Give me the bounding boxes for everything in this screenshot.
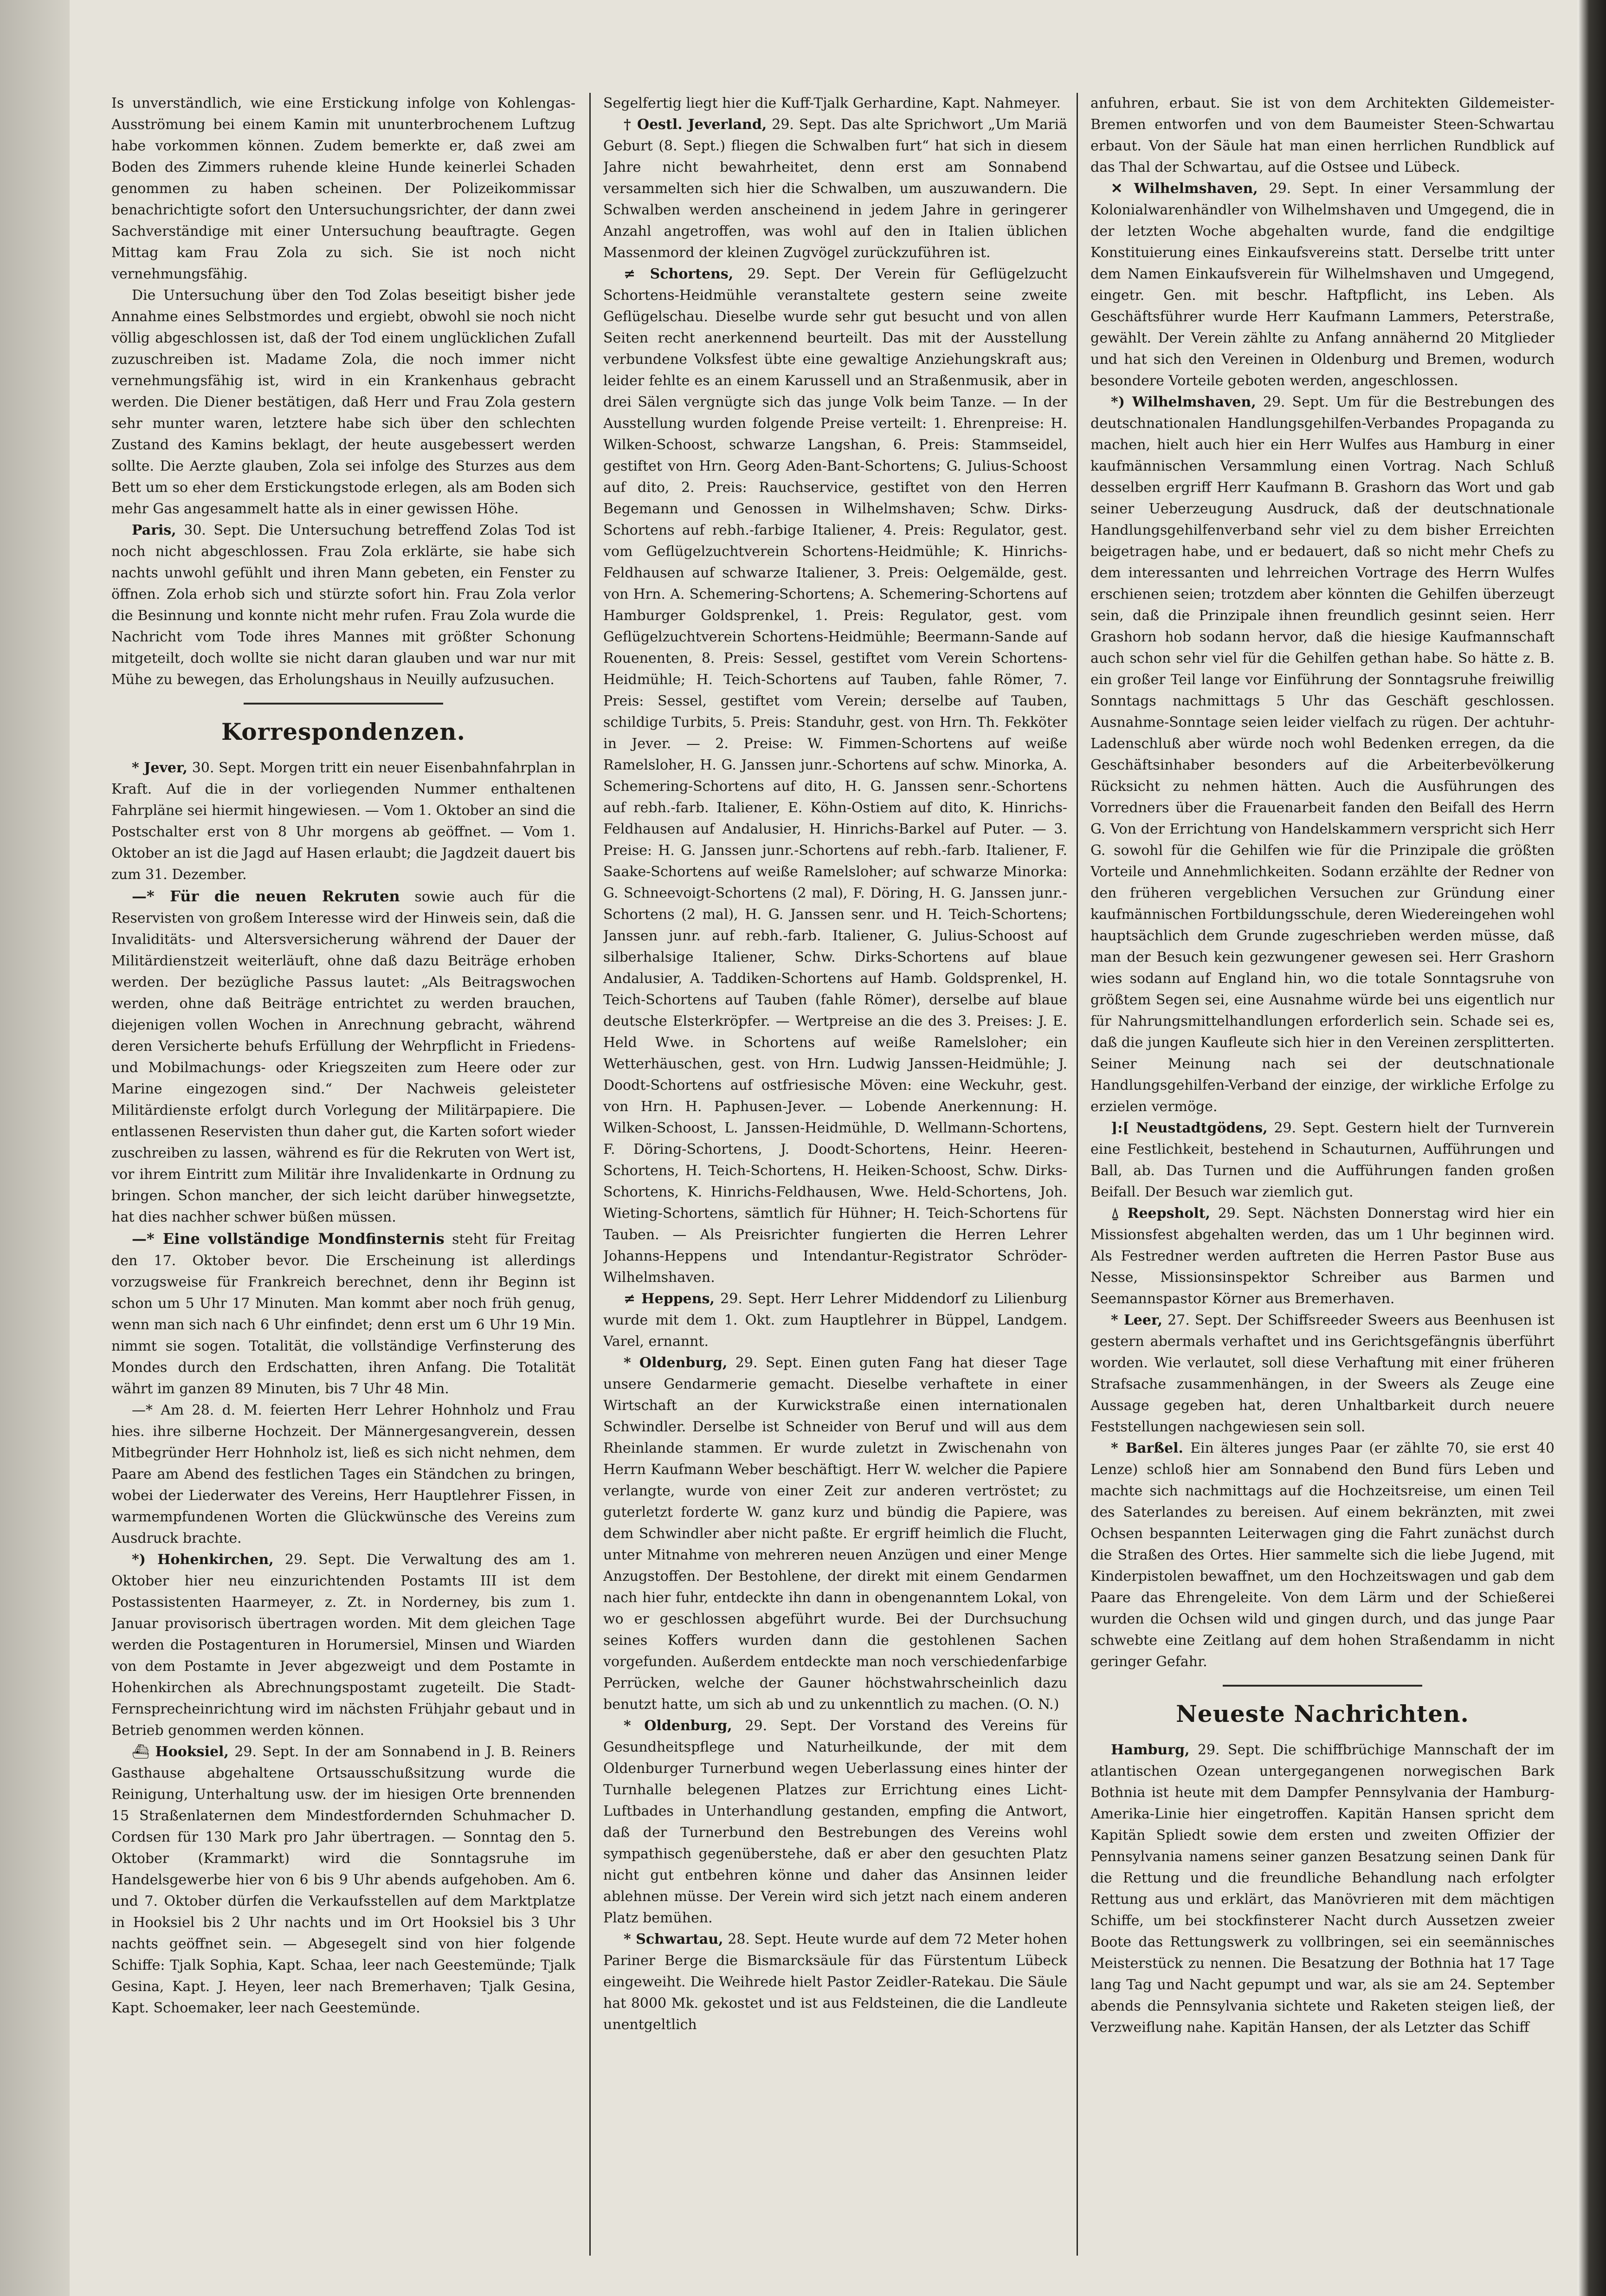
article-wilhelmshaven-2 xyxy=(1090,392,1554,1118)
article-jever xyxy=(111,757,575,886)
column-rule xyxy=(589,93,591,2256)
article-text: 29. Sept. Der Verein für Geflügelzucht Schortens-Heidmühle veranstaltete gestern seine zweite Geflügelschau. Dieselbe wurde sehr gut besucht und von allen Seiten recht anerkennend beurteilt. Das mit der Ausstellung verbundene Volksfest übte eine gewaltige Anziehungskraft aus; leider fehlte es an einem Karussell und an Straßenmusik, aber in drei Sälen vergnügte sich das junge Volk beim Tanze. — In der Ausstellung wurden folgende Preise verteilt: 1. Ehrenpreise: H. Wilken-Schoost, schwarze Langshan, 6. Preis: Stammseidel, gestiftet von Hrn. Georg Aden-Bant-Schortens; G. Julius-Schoost auf dito, 2. Preis: Rauchservice, gestiftet von den Herren Begemann und Genossen in Wilhelmshaven; Schw. Dirks-Schortens auf rebh.-farbige Italiener, 4. Preis: Regulator, gest. vom Geflügelzuchtverein Schortens-Heidmühle; K. Hinrichs-Feldhausen auf schwarze Italiener, 3. Preis: Oelgemälde, gest. von Hrn. A. Schemering-Schortens; A. Schemering-Schortens auf Hamburger Goldsprenkel, 1. Preis: Regulator, gest. vom Geflügelzuchtverein Schortens-Heidmühle; Beermann-Sande auf Rouenenten, 8. Preis: Sessel, gestiftet vom Verein Schortens-Heidmühle; H. Teich-Schortens auf Tauben, fahle Römer, 7. Preis: Sessel, gestiftet vom Verein; derselbe auf Tauben, schildige Turbits, 5. Preis: Standuhr, gest. von Hrn. Th. Fekköter in Jever. — 2. Preise: W. Fimmen-Schortens auf weiße Ramelsloher, H. G. Janssen junr.-Schortens auf schw. Minorka, A. Schemering-Schortens auf dito, H. G. Janssen senr.-Schortens auf rebh.-farb. Italiener, E. Köhn-Ostiem auf dito, K. Hinrichs-Feldhausen auf Andalusier, H. Hinrichs-Barkel auf Puter. — 3. Preise: H. G. Janssen junr.-Schortens auf rebh.-farb. Italiener, F. Saake-Schortens auf weiße Ramelsloher; auf schwarze Minorka: G. Schneevoigt-Schortens (2 mal), F. Döring, H. G. Janssen junr.-Schortens (2 mal), H. G. Janssen senr. und H. Teich-Schortens; Janssen junr. auf rebh.-farb. Italiener, G. Julius-Schoost auf silberhalsige Italiener, Schw. Dirks-Schortens auf blaue Andalusier, A. Taddiken-Schortens auf Hamb. Goldsprenkel, H. Teich-Schortens auf Tauben (fahle Römer), derselbe auf blaue deutsche Elsterkröpfer. — Wertpreise an die des 3. Preises: J. E. Held Wwe. in Schortens auf weiße Ramelsloher; ein Wetterhäuschen, gest. von Hrn. Ludwig Janssen-Heidmühle; J. Doodt-Schortens auf ostfriesische Möven: eine Weckuhr, gest. von Hrn. H. Paphusen-Jever. — Lobende Anerkennung: H. Wilken-Schoost, L. Janssen-Heidmühle, D. Wellmann-Schortens, F. Döring-Schortens, J. Doodt-Schortens, Heinr. Heeren-Schortens, H. Teich-Schortens, H. Heiken-Schoost, Schw. Dirks-Schortens, K. Hinrichs-Feldhausen, Wwe. Held-Schortens, Joh. Wieting-Schortens, sämtlich für Hühner; H. Teich-Schortens für Tauben. — Als Preisrichter fungierten die Herren Lehrer Johanns-Heppens und Intendantur-Registrator Schröder-Wilhelmshaven. xyxy=(603,266,1067,1286)
article-text: 29. Sept. In einer Versammlung der Kolonialwarenhändler von Wilhelmshaven und Umgegend, die in der letzten Woche abgehalten wurde, fand die endgiltige Konstituierung eines Einkaufsvereins statt. Derselbe tritt unter dem Namen Einkaufsverein für Wilhelmshaven und Umgegend, eingetr. Gen. mit beschr. Haftpflicht, ins Leben. Als Geschäftsführer wurde Herr Kaufmann Lammers, Peterstraße, gewählt. Der Verein zählte zu Anfang annähernd 20 Mitglieder und hat sich den Vereinen in Oldenburg und Bremen, wodurch besondere Vorteile geboten werden, angeschlossen. xyxy=(1090,181,1554,389)
article-lead: —* Eine vollständige Mondfinsternis xyxy=(132,1230,445,1248)
article-text: 30. Sept. Die Untersuchung betreffend Zolas Tod ist noch nicht abgeschlossen. Frau Zola erklärte, sie habe sich nachts unwohl gefühlt und ihren Mann gebeten, ein Fenster zu öffnen. Zola erhob sich und stürzte sofort hin. Frau Zola verlor die Besinnung und konnte nicht mehr rufen. Frau Zola wurde die Nachricht vom Tode ihres Mannes mit größter Schonung mitgeteilt, doch wollte sie nicht daran glauben und war nur mit Mühe zu bewegen, das Erholungshaus in Neuilly aufzusuchen. xyxy=(111,522,575,688)
dateline: * Oldenburg, xyxy=(624,1718,732,1734)
article-wilhelmshaven-1 xyxy=(1090,178,1554,392)
dateline: ✕ Wilhelmshaven, xyxy=(1111,181,1258,197)
dateline: Hooksiel, xyxy=(155,1744,229,1760)
article-hamburg xyxy=(1090,1740,1554,2038)
article-schortens xyxy=(603,264,1067,1288)
dateline: * Leer, xyxy=(1111,1312,1163,1328)
article-silberne-hochzeit: —* Am 28. d. M. feierten Herr Lehrer Hohnholz und Frau hies. ihre silberne Hochzeit. Der Männergesangverein, dessen Mitbegründer Herr Hohnholz ist, ließ es sich nicht nehmen, dem Paare am Abend des festlichen Tages ein Ständchen zu bringen, wobei der Liederwater des Vereins, Herr Hauptlehrer Fissen, in warmempfundenen Worten die Glückwünsche des Vereins zum Ausdruck brachte. xyxy=(111,1402,575,1546)
article-zola-continued: Is unverständlich, wie eine Erstickung infolge von Kohlengas-Ausströmung bei einem Kamin mit ununterbrochenem Luftzug habe vorkommen können. Zudem bemerkte er, daß zwei am Boden des Zimmers ruhende kleine Hunde keinerlei Schaden genommen zu haben scheinen. Der Polizeikommissar benachrichtigte sofort den Untersuchungsrichter, der dann zwei Sachverständige mit einer Untersuchung beauftragte. Gegen Mittag kam Frau Zola zu sich. Sie ist noch nicht vernehmungsfähig. xyxy=(111,95,575,282)
section-divider xyxy=(244,703,443,705)
article-leer xyxy=(1090,1310,1554,1438)
article-text: Ein älteres junges Paar (er zählte 70, sie erst 40 Lenze) schloß hier am Sonnabend den Bund fürs Leben und machte sich nachmittags auf die Hochzeitsreise, um einen Teil des Saterlandes zu bereisen. Auf einem bekränzten, mit zwei Ochsen bespannten Leiterwagen ging die Fahrt zunächst durch die Straßen des Ortes. Hier sammelte sich die liebe Jugend, mit Kinderpistolen bewaffnet, um den Hochzeitswagen und gab dem Paare das Ehrengeleite. Von dem Lärm und der Schießerei wurden die Ochsen wild und gingen durch, und das junge Paar schwebte eine Zeitlang auf dem hohen Straßendamm in nicht geringer Gefahr. xyxy=(1090,1440,1554,1670)
dateline: † Oestl. Jeverland, xyxy=(624,116,767,133)
article-text: 29. Sept. Einen guten Fang hat dieser Tage unsere Gendarmerie gemacht. Dieselbe verhaftete in einer Wirtschaft an der Kurwickstraße einen internationalen Schwindler. Derselbe ist Schneider von Beruf und will aus dem Rheinlande stammen. Er wurde zuletzt in Zwischenahn von Herrn Kaufmann Weber beschäftigt. Herr W. welcher die Papiere verlangte, wurde von einer Zeit zur anderen vertröstet; zu guterletzt forderte W. ganz kurz und bündig die Papiere, was dem Schwindler aber nicht paßte. Er ergriff heimlich die Flucht, unter Mitnahme von mehreren neuen Anzügen und einer Menge Anzugstoffen. Der Bestohlene, der direkt mit einem Gendarmen nach hier fuhr, entdeckte ihn dann in obengenanntem Lokal, von wo er geschlossen abgeführt wurde. Bei der Durchsuchung seines Koffers wurden dann die gestohlenen Sachen vorgefunden. Außerdem entdeckte man noch verschiedenfarbige Perrücken, welche der Gauner höchstwahrscheinlich dazu benutzt hatte, um sich ab und zu unkenntlich zu machen. (O. N.) xyxy=(603,1355,1067,1713)
dateline: ⍙ Reepsholt, xyxy=(1111,1205,1211,1222)
article-text: 29. Sept. Die schiffbrüchige Mannschaft der im atlantischen Ozean untergegangenen norwegischen Bark Bothnia ist heute mit dem Dampfer Pennsylvania der Hamburg-Amerika-Linie hier eingetroffen. Kapitän Hansen spricht dem Kapitän Spliedt sowie dem ersten und zweiten Offizier der Pennsylvania namens seiner ganzen Besatzung seinen Dank für die Rettung und die freundliche Behandlung nach erfolgter Rettung aus und erklärt, das Manövrieren mit dem mächtigen Schiffe, um bei stockfinsterer Nacht durch Aussetzen zweier Boote das Rettungswerk zu vollbringen, sei ein seemännisches Meisterstück zu nennen. Die Besatzung der Bothnia hat 17 Tage lang Tag und Nacht gepumpt und war, als sie am 24. September abends die Pennsylvania sichtete und Raketen steigen ließ, der Verzweiflung nahe. Kapitän Hansen, der als Letzter das Schiff xyxy=(1090,1742,1554,2036)
article-oestl-jeverland xyxy=(603,114,1067,264)
column-rule xyxy=(1077,93,1078,2256)
article-text: 29. Sept. Der Vorstand des Vereins für Gesundheitspflege und Naturheilkunde, der mit dem Oldenburger Turnerbund wegen Ueberlassung eines hinter der Turnhalle belegenen Platzes zur Errichtung eines Licht-Luftbades in Unterhandlung gestanden, empfing die Antwort, daß der Turnerbund den Bestrebungen des Vereins wohl sympathisch gegenüberstehe, daß er aber den gesuchten Platz nicht gut entbehren könne und daher das Ansinnen leider ablehnen müsse. Der Verein wird sich jetzt nach einem anderen Platz bemühen. xyxy=(603,1718,1067,1926)
article-barssel xyxy=(1090,1438,1554,1673)
column-3 xyxy=(1090,93,1554,2274)
dateline: *) Wilhelmshaven, xyxy=(1111,394,1256,410)
article-schwartau xyxy=(603,1929,1067,2036)
article-heppens xyxy=(603,1288,1067,1352)
article-text: 30. Sept. Morgen tritt ein neuer Eisenbahnfahrplan in Kraft. Auf die in der vorliegenden Nummer enthaltenen Fahrpläne sei hiermit hingewiesen. — Vom 1. Oktober an sind die Postschalter erst von 8 Uhr morgens ab geöffnet. — Vom 1. Oktober an ist die Jagd auf Hasen erlaubt; die Jagdzeit dauert bis zum 31. Dezember. xyxy=(111,760,575,883)
article-zola-investigation: Die Untersuchung über den Tod Zolas beseitigt bisher jede Annahme eines Selbstmordes und ergiebt, obwohl sie noch nicht völlig abgeschlossen ist, daß der Tod einem unglücklichen Zufall zuzuschreiben ist. Madame Zola, die noch immer nicht vernehmungsfähig ist, wird in ein Krankenhaus gebracht werden. Die Diener bestätigen, daß Herr und Frau Zola gestern sehr munter waren, letztere habe sich über den schlechten Zustand des Kamins beklagt, der heute ausgebessert werden sollte. Die Aerzte glauben, Zola sei infolge des Sturzes aus dem Bett um so eher dem Erstickungstode erlegen, als am Boden sich mehr Gas angesammelt hatte als in einer gewissen Höhe. xyxy=(111,287,575,517)
article-text: 29. Sept. Gestern hielt der Turnverein eine Festlichkeit, bestehend in Schauturnen, Aufführungen und Ball, ab. Das Turnen und die Aufführungen fanden großen Beifall. Der Besuch war ziemlich gut. xyxy=(1090,1120,1554,1200)
ship-icon: ⛴ xyxy=(132,1744,150,1760)
dateline: * Barßel. xyxy=(1111,1440,1183,1456)
article-hohenkirchen xyxy=(111,1549,575,1741)
dateline: ]:[ Neustadtgödens, xyxy=(1111,1120,1268,1136)
dateline: ≠ Schortens, xyxy=(624,266,734,282)
dateline: Hamburg, xyxy=(1111,1742,1190,1758)
article-oldenburg-2 xyxy=(603,1715,1067,1929)
article-reepsholt xyxy=(1090,1203,1554,1310)
column-1 xyxy=(111,93,575,2274)
scan-margin-left xyxy=(0,0,70,2296)
article-mondfinsternis xyxy=(111,1228,575,1400)
article-text: 29. Sept. Um für die Bestrebungen des deutschnationalen Handlungsgehilfen-Verbandes Propaganda zu machen, hielt auch hier ein Herr Wulfes aus Hamburg in einer kaufmännischen Versammlung einen Vortrag. Nach Schluß desselben ergriff Herr Kaufmann B. Grashorn das Wort und gab seiner Ueberzeugung Ausdruck, daß der deutschnationale Handlungsgehilfenverband sehr viel zu dem bisher Erreichten beigetragen habe, und er bedauert, daß so nicht mehr Chefs zu dem interessanten und lehrreichen Vortrage des Herrn Wulfes erschienen seien; trotzdem aber könnten die Gehilfen überzeugt sein, daß die Prinzipale ihnen freundlich gesinnt seien. Herr Grashorn hob sodann hervor, daß die hiesige Kaufmannschaft auch schon sehr viel für die Gehilfen gethan habe. So hätte z. B. ein großer Teil lange vor Einführung der Sonntagsruhe freiwillig Sonntags nachmittags 5 Uhr das Geschäft geschlossen. Ausnahme-Sonntage seien leider vielfach zu rügen. Der achtuhr-Ladenschluß aber würde noch wohl Bedenken erregen, da die Geschäftsinhaber besonders auf die Arbeiterbevölkerung Rücksicht zu nehmen hätten. Auch die Ausführungen des Vorredners über die Frauenarbeit fanden den Beifall des Herrn G. Von der Errichtung von Handelskammern verspricht sich Herr G. sowohl für die Gehilfen wie für die Prinzipale die größten Vorteile und Annehmlichkeiten. Sodann erzählte der Redner von den früheren vergeblichen Versuchen zur Gründung einer kaufmännischen Fortbildungsschule, deren Wiedereingehen wohl hauptsächlich dem Grunde zugeschrieben werden müsse, daß man der Besuch kein gezwungener gewesen sei. Herr Grashorn wies sodann auf England hin, wo die totale Sonntagsruhe von größtem Segen sei, eine Ausnahme würde bei uns eigentlich nur für Nahrungsmittelhandlungen erforderlich sein. Schade sei es, daß die jungen Kaufleute sich hier in den Vereinen zersplitterten. Seiner Meinung nach sei der deutschnationale Handlungsgehilfen-Verband der einzige, der wirkliche Erfolge zu erzielen vermöge. xyxy=(1090,394,1554,1115)
article-text: 29. Sept. Die Verwaltung des am 1. Oktober hier neu einzurichtenden Postamts III ist dem Postassistenten Haarmeyer, z. Zt. in Norderney, bis zum 1. Januar provisorisch übertragen worden. Mit dem gleichen Tage werden die Postagenturen in Horumersiel, Minsen und Wiarden von dem Postamte in Jever abgezweigt und dem Postamte in Hohenkirchen als Abrechnungspostamt zugeteilt. Die Stadt-Fernsprecheinrichtung wird im nächsten Frühjahr gebaut und in Betrieb genommen werden können. xyxy=(111,1552,575,1739)
article-text: 29. Sept. Das alte Sprichwort „Um Mariä Geburt (8. Sept.) fliegen die Schwalben furt“ hat sich in diesem Jahre nicht bewahrheitet, denn erst am Sonnabend versammelten sich hier die Schwalben, um auszuwandern. Die Schwalben werden anscheinend in jedem Jahre in geringerer Anzahl angetroffen, was wohl auf den in Italien üblichen Massenmord der kleinen Zugvögel zurückzuführen ist. xyxy=(603,116,1067,261)
dateline: Paris, xyxy=(132,522,176,538)
article-text: 29. Sept. In der am Sonnabend in J. B. Reiners Gasthause abgehaltene Ortsausschußsitzung wurde die Reinigung, Unterhaltung usw. der im hiesigen Orte brennenden 15 Straßenlaternen dem Mindestfordernden Schuhmacher D. Cordsen für 130 Mark pro Jahr übertragen. — Sonntag den 5. Oktober (Krammarkt) wird die Sonntagsruhe im Handelsgewerbe hier von 6 bis 9 Uhr abends aufgehoben. Am 6. und 7. Oktober dürfen die Verkaufsstellen auf dem Marktplatze in Hooksiel bis 2 Uhr nachts und im Ort Hooksiel bis 3 Uhr nachts geöffnet sein. — Abgesegelt sind von hier folgende Schiffe: Tjalk Sophia, Kapt. Schaa, leer nach Geestemünde; Tjalk Gesina, Kapt. J. Heyen, leer nach Bremerhaven; Tjalk Gesina, Kapt. Schoemaker, leer nach Geestemünde. xyxy=(111,1744,575,2016)
section-divider xyxy=(1223,1685,1422,1687)
section-heading-korrespondenzen: Korrespondenzen. xyxy=(221,718,466,745)
dateline: * Oldenburg, xyxy=(624,1355,728,1371)
dateline: * Jever, xyxy=(132,760,188,776)
article-neustadtgoedens xyxy=(1090,1118,1554,1203)
section-heading-neueste-nachrichten: Neueste Nachrichten. xyxy=(1176,1700,1469,1727)
article-rekruten xyxy=(111,886,575,1228)
dateline: * Schwartau, xyxy=(624,1931,723,1947)
article-hooksiel xyxy=(111,1741,575,2019)
dateline: ≠ Heppens, xyxy=(624,1291,715,1307)
article-lead: —* Für die neuen Rekruten xyxy=(132,887,400,905)
column-2 xyxy=(603,93,1067,2274)
article-text: 29. Sept. Nächsten Donnerstag wird hier ein Missionsfest abgehalten werden, das um 1 Uhr beginnen wird. Als Festredner werden auftreten die Herren Pastor Buse aus Nesse, Missionsinspektor Schreiber aus Barmen und Seemannspastor Körner aus Bremerhaven. xyxy=(1090,1205,1554,1307)
article-paris xyxy=(111,520,575,691)
article-text: sowie auch für die Reservisten von großem Interesse wird der Hinweis sein, daß die Invaliditäts- und Altersversicherung während der Dauer der Militärdienstzeit weiterläuft, ohne daß dazu Beiträge erhoben werden. Der bezügliche Passus lautet: „Als Beitragswochen werden, ohne daß Beiträge entrichtet zu werden brauchen, diejenigen vollen Wochen in Anrechnung gebracht, während deren Versicherte behufs Erfüllung der Wehrpflicht in Friedens- und Mobilmachungs- oder Kriegszeiten zum Heere oder zur Marine eingezogen sind.“ Der Nachweis geleisteter Militärdienste erfolgt durch Vorlegung der Militärpapiere. Die entlassenen Reservisten thun daher gut, die Karten sofort wieder zuschreiben zu lassen, während es für die Rekruten von Wert ist, vor ihrem Eintritt zum Militär ihre Invalidenkarte in Ordnung zu bringen. Schon mancher, der sich leicht darüber hinwegsetzte, hat dies nachher schwer büßen müssen. xyxy=(111,889,575,1225)
article-text: 27. Sept. Der Schiffsreeder Sweers aus Beenhusen ist gestern abermals verhaftet und ins Gerichtsgefängnis überführt worden. Wie verlautet, soll diese Verhaftung mit einer früheren Strafsache zusammenhängen, in der Sweers als Zeuge eine Aussage gegeben hat, deren Unhaltbarkeit durch neuere Feststellungen nachgewiesen sein soll. xyxy=(1090,1312,1554,1435)
article-oldenburg-1 xyxy=(603,1352,1067,1715)
dateline: *) Hohenkirchen, xyxy=(132,1552,274,1568)
article-continued: anfuhren, erbaut. Sie ist von dem Architekten Gildemeister-Bremen entworfen und von dem Baumeister Steen-Schwartau erbaut. Von der Säule hat man einen herrlichen Rundblick auf das Thal der Schwartau, auf die Ostsee und Lübeck. xyxy=(1090,95,1554,175)
article-continued: Segelfertig liegt hier die Kuff-Tjalk Gerhardine, Kapt. Nahmeyer. xyxy=(603,95,1061,111)
newspaper-columns xyxy=(111,93,1573,2274)
article-text: 29. Sept. Herr Lehrer Middendorf zu Lilienburg wurde mit dem 1. Okt. zum Hauptlehrer in Büppel, Landgem. Varel, ernannt. xyxy=(603,1291,1067,1350)
article-text: steht für Freitag den 17. Oktober bevor. Die Erscheinung ist allerdings vorzugsweise für Frankreich berechnet, denn ihr Beginn ist schon um 5 Uhr 17 Minuten. Man kommt aber noch früh genug, wenn man sich nach 6 Uhr einfindet; denn erst um 6 Uhr 19 Min. nimmt sie sogen. Totalität, die vollständige Verfinsterung des Mondes durch den Erdschatten, ihren Anfang. Die Totalität währt im ganzen 89 Minuten, bis 7 Uhr 48 Min. xyxy=(111,1231,575,1397)
article-text: 28. Sept. Heute wurde auf dem 72 Meter hohen Pariner Berge die Bismarcksäule für das Fürstentum Lübeck eingeweiht. Die Weihrede hielt Pastor Zeidler-Ratekau. Die Säule hat 8000 Mk. gekostet und ist aus Feldsteinen, die die Landleute unentgeltlich xyxy=(603,1931,1067,2033)
scan-margin-right xyxy=(1578,0,1606,2296)
